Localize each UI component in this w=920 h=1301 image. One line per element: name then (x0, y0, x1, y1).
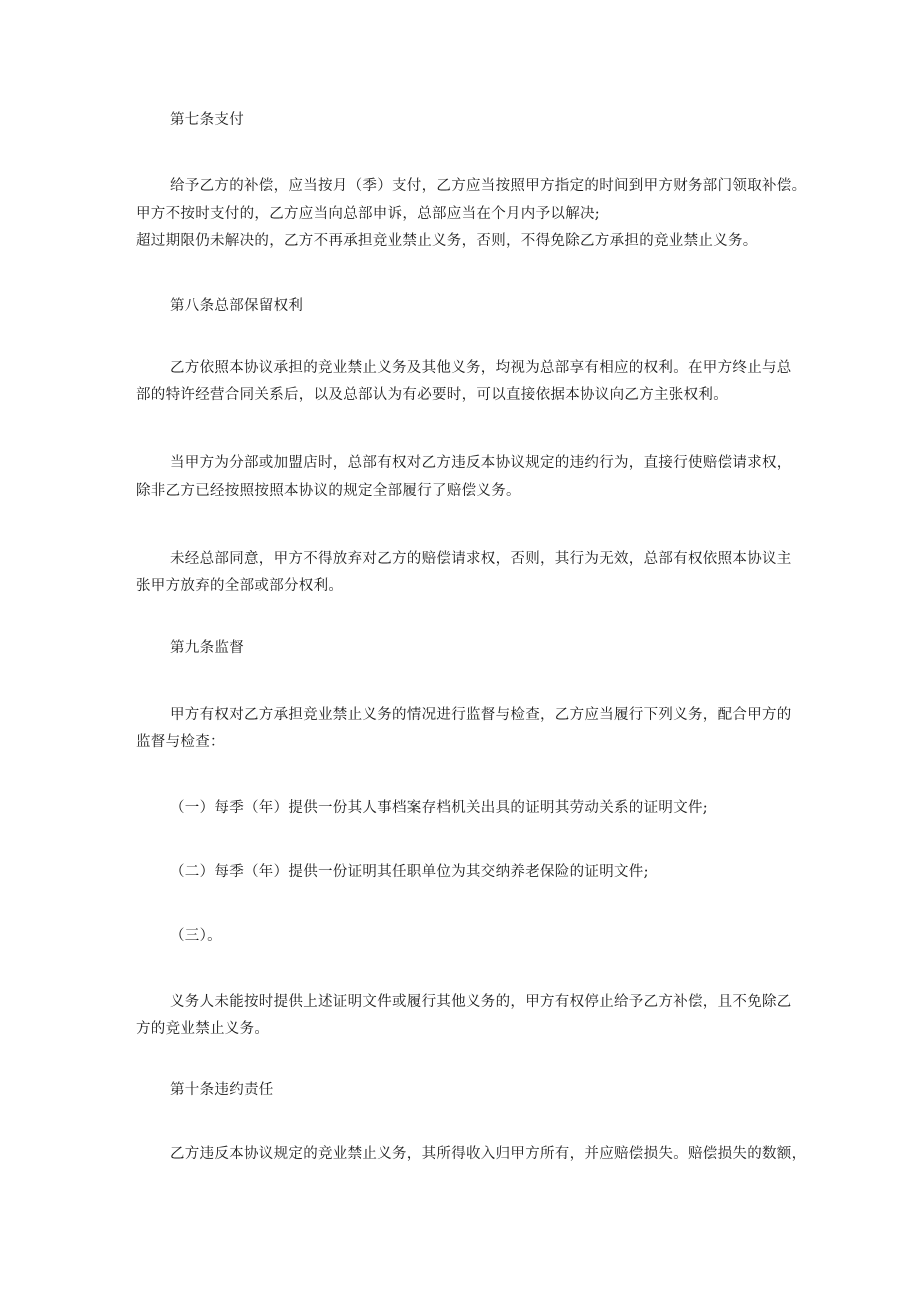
article-7-paragraph-line: 甲方不按时支付的，乙方应当向总部申诉，总部应当在个月内予以解决; (136, 206, 600, 222)
article-9-paragraph-line: 方的竞业禁止义务。 (136, 1021, 270, 1037)
article-9-paragraph-line: 甲方有权对乙方承担竞业禁止义务的情况进行监督与检查，乙方应当履行下列义务，配合甲方的 (170, 707, 792, 723)
article-9-list-item: （二）每季（年）提供一份证明其任职单位为其交纳养老保险的证明文件; (170, 864, 649, 880)
article-7-paragraph-line: 给予乙方的补偿，应当按月（季）支付，乙方应当按照甲方指定的时间到甲方财务部门领取补偿。 (170, 178, 807, 194)
article-8-paragraph-line: 当甲方为分部或加盟店时，总部有权对乙方违反本协议规定的违约行为，直接行使赔偿请求权， (170, 455, 792, 471)
article-7-paragraph-line: 超过期限仍未解决的，乙方不再承担竞业禁止义务，否则，不得免除乙方承担的竞业禁止义务。 (136, 233, 758, 249)
article-9-paragraph-line: 义务人未能按时提供上述证明文件或履行其他义务的，甲方有权停止给予乙方补偿，且不免除乙 (170, 994, 792, 1010)
article-8-paragraph-line: 部的特许经营合同关系后，以及总部认为有必要时，可以直接依据本协议向乙方主张权利。 (136, 387, 728, 403)
article-10-paragraph-line: 乙方违反本协议规定的竞业禁止义务，其所得收入归甲方所有，并应赔偿损失。赔偿损失的数额， (170, 1146, 807, 1162)
article-7-heading: 第七条支付 (170, 112, 244, 128)
article-8-paragraph-line: 未经总部同意，甲方不得放弃对乙方的赔偿请求权，否则，其行为无效，总部有权依照本协议主 (170, 551, 792, 567)
article-8-paragraph-line: 张甲方放弃的全部或部分权利。 (136, 578, 344, 594)
article-9-heading: 第九条监督 (170, 640, 244, 656)
article-9-paragraph-line: 监督与检查： (136, 734, 225, 750)
article-8-paragraph-line: 乙方依照本协议承担的竞业禁止义务及其他义务，均视为总部享有相应的权利。在甲方终止与总 (170, 360, 792, 376)
article-8-paragraph-line: 除非乙方已经按照按照本协议的规定全部履行了赔偿义务。 (136, 483, 521, 499)
article-9-list-item: （一）每季（年）提供一份其人事档案存档机关出具的证明其劳动关系的证明文件; (170, 800, 708, 816)
article-10-heading: 第十条违约责任 (170, 1082, 274, 1098)
article-9-list-item: （三）。 (170, 928, 222, 944)
article-8-heading: 第八条总部保留权利 (170, 298, 304, 314)
